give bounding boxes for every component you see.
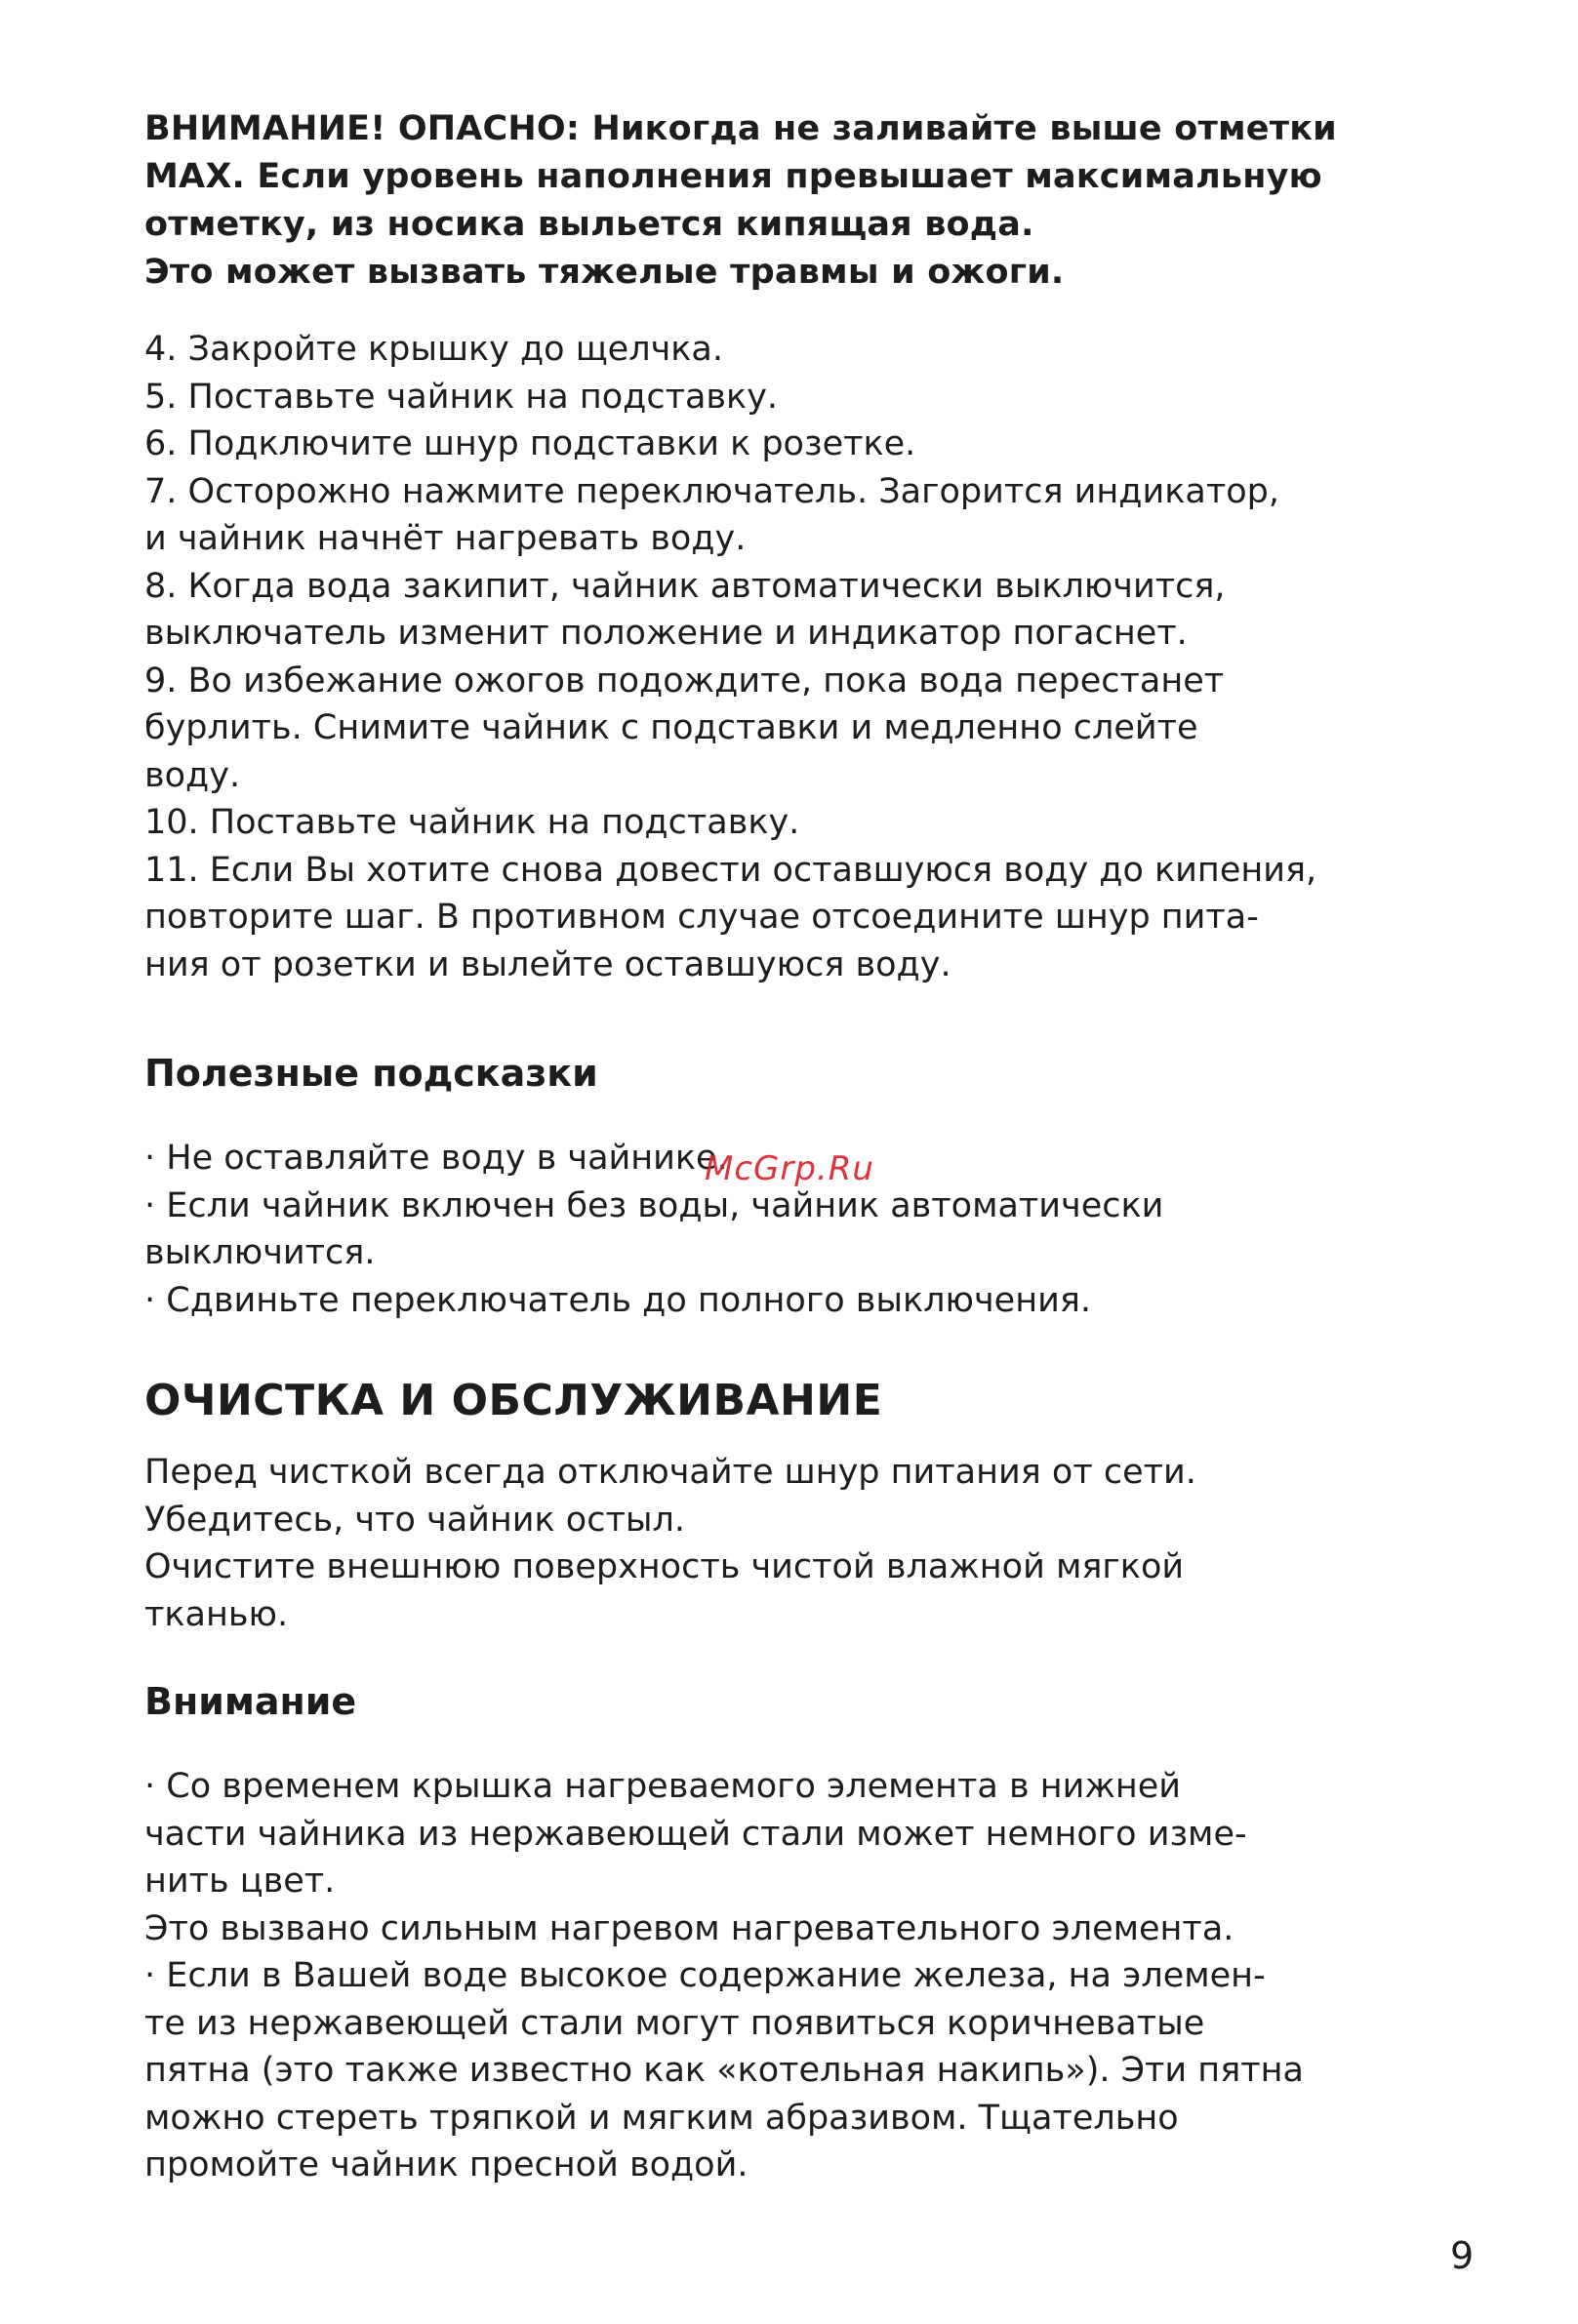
danger-warning [144,105,1462,297]
attention-line: можно стереть тряпкой и мягким абразивом. Тщательно [144,2098,1179,2138]
cleaning-line: Очистите внешнюю поверхность чистой влажной мягкой [144,1547,1185,1586]
cleaning-line: Перед чисткой всегда отключайте шнур питания от сети. [144,1453,1196,1492]
manual-page [144,105,1462,2189]
attention-line: · Со временем крышка нагреваемого элемента в нижней [144,1767,1182,1806]
step-line: бурлить. Снимите чайник с подставки и медленно слейте [144,708,1198,747]
tips-heading: Полезные подсказки [144,1052,598,1095]
attention-line: промойте чайник пресной водой. [144,2145,749,2184]
attention-line: нить цвет. [144,1862,336,1901]
attention-line: · Если в Вашей воде высокое содержание железа, на элемен- [144,1956,1266,1995]
attention-heading: Внимание [144,1680,357,1723]
warning-line: MAX. Если уровень наполнения превышает максимальную [144,157,1322,196]
instruction-steps [144,326,1462,988]
step-line: воду. [144,755,241,795]
attention-line: те из нержавеющей стали могут появиться коричневатые [144,2003,1205,2043]
step-line: 9. Во избежание ожогов подождите, пока вода перестанет [144,661,1225,701]
warning-line: Это может вызвать тяжелые травмы и ожоги. [144,253,1065,292]
step-line: выключатель изменит положение и индикатор погаснет. [144,614,1188,653]
cleaning-text [144,1449,1462,1638]
attention-line: пятна (это также известно как «котельная накипь»). Эти пятна [144,2051,1304,2090]
warning-line: отметку, из носика выльется кипящая вода. [144,205,1034,244]
warning-line: ВНИМАНИЕ! ОПАСНО: Никогда не заливайте выше отметки [144,109,1337,148]
step-line: 10. Поставьте чайник на подставку. [144,803,800,842]
step-line: 11. Если Вы хотите снова довести оставшуюся воду до кипения, [144,850,1317,890]
step-line: и чайник начнёт нагревать воду. [144,519,747,558]
step-line: 5. Поставьте чайник на подставку. [144,377,779,417]
step-line: повторите шаг. В противном случае отсоедините шнур пита- [144,898,1259,937]
step-line: 7. Осторожно нажмите переключатель. Загорится индикатор, [144,471,1279,511]
attention-text [144,1763,1462,2189]
tip-line: выключится. [144,1233,376,1272]
attention-line: Это вызвано сильным нагревом нагревательного элемента. [144,1908,1234,1948]
step-line: 4. Закройте крышку до щелчка. [144,330,723,369]
step-line: ния от розетки и вылейте оставшуюся воду. [144,944,951,984]
attention-line: части чайника из нержавеющей стали может немного изме- [144,1814,1247,1854]
tip-line: · Если чайник включен без воды, чайник автоматически [144,1185,1164,1225]
step-line: 6. Подключите шнур подставки к розетке. [144,424,916,463]
tip-line: · Не оставляйте воду в чайнике. [144,1139,728,1178]
watermark: McGrp.Ru [705,1149,874,1188]
step-line: 8. Когда вода закипит, чайник автоматически выключится, [144,566,1226,606]
page-number: 9 [1450,2234,1475,2277]
cleaning-line: тканью. [144,1594,289,1634]
tip-line: · Сдвиньте переключатель до полного выключения. [144,1280,1092,1320]
cleaning-heading: ОЧИСТКА И ОБСЛУЖИВАНИЕ [144,1376,883,1425]
cleaning-line: Убедитесь, что чайник остыл. [144,1500,685,1540]
